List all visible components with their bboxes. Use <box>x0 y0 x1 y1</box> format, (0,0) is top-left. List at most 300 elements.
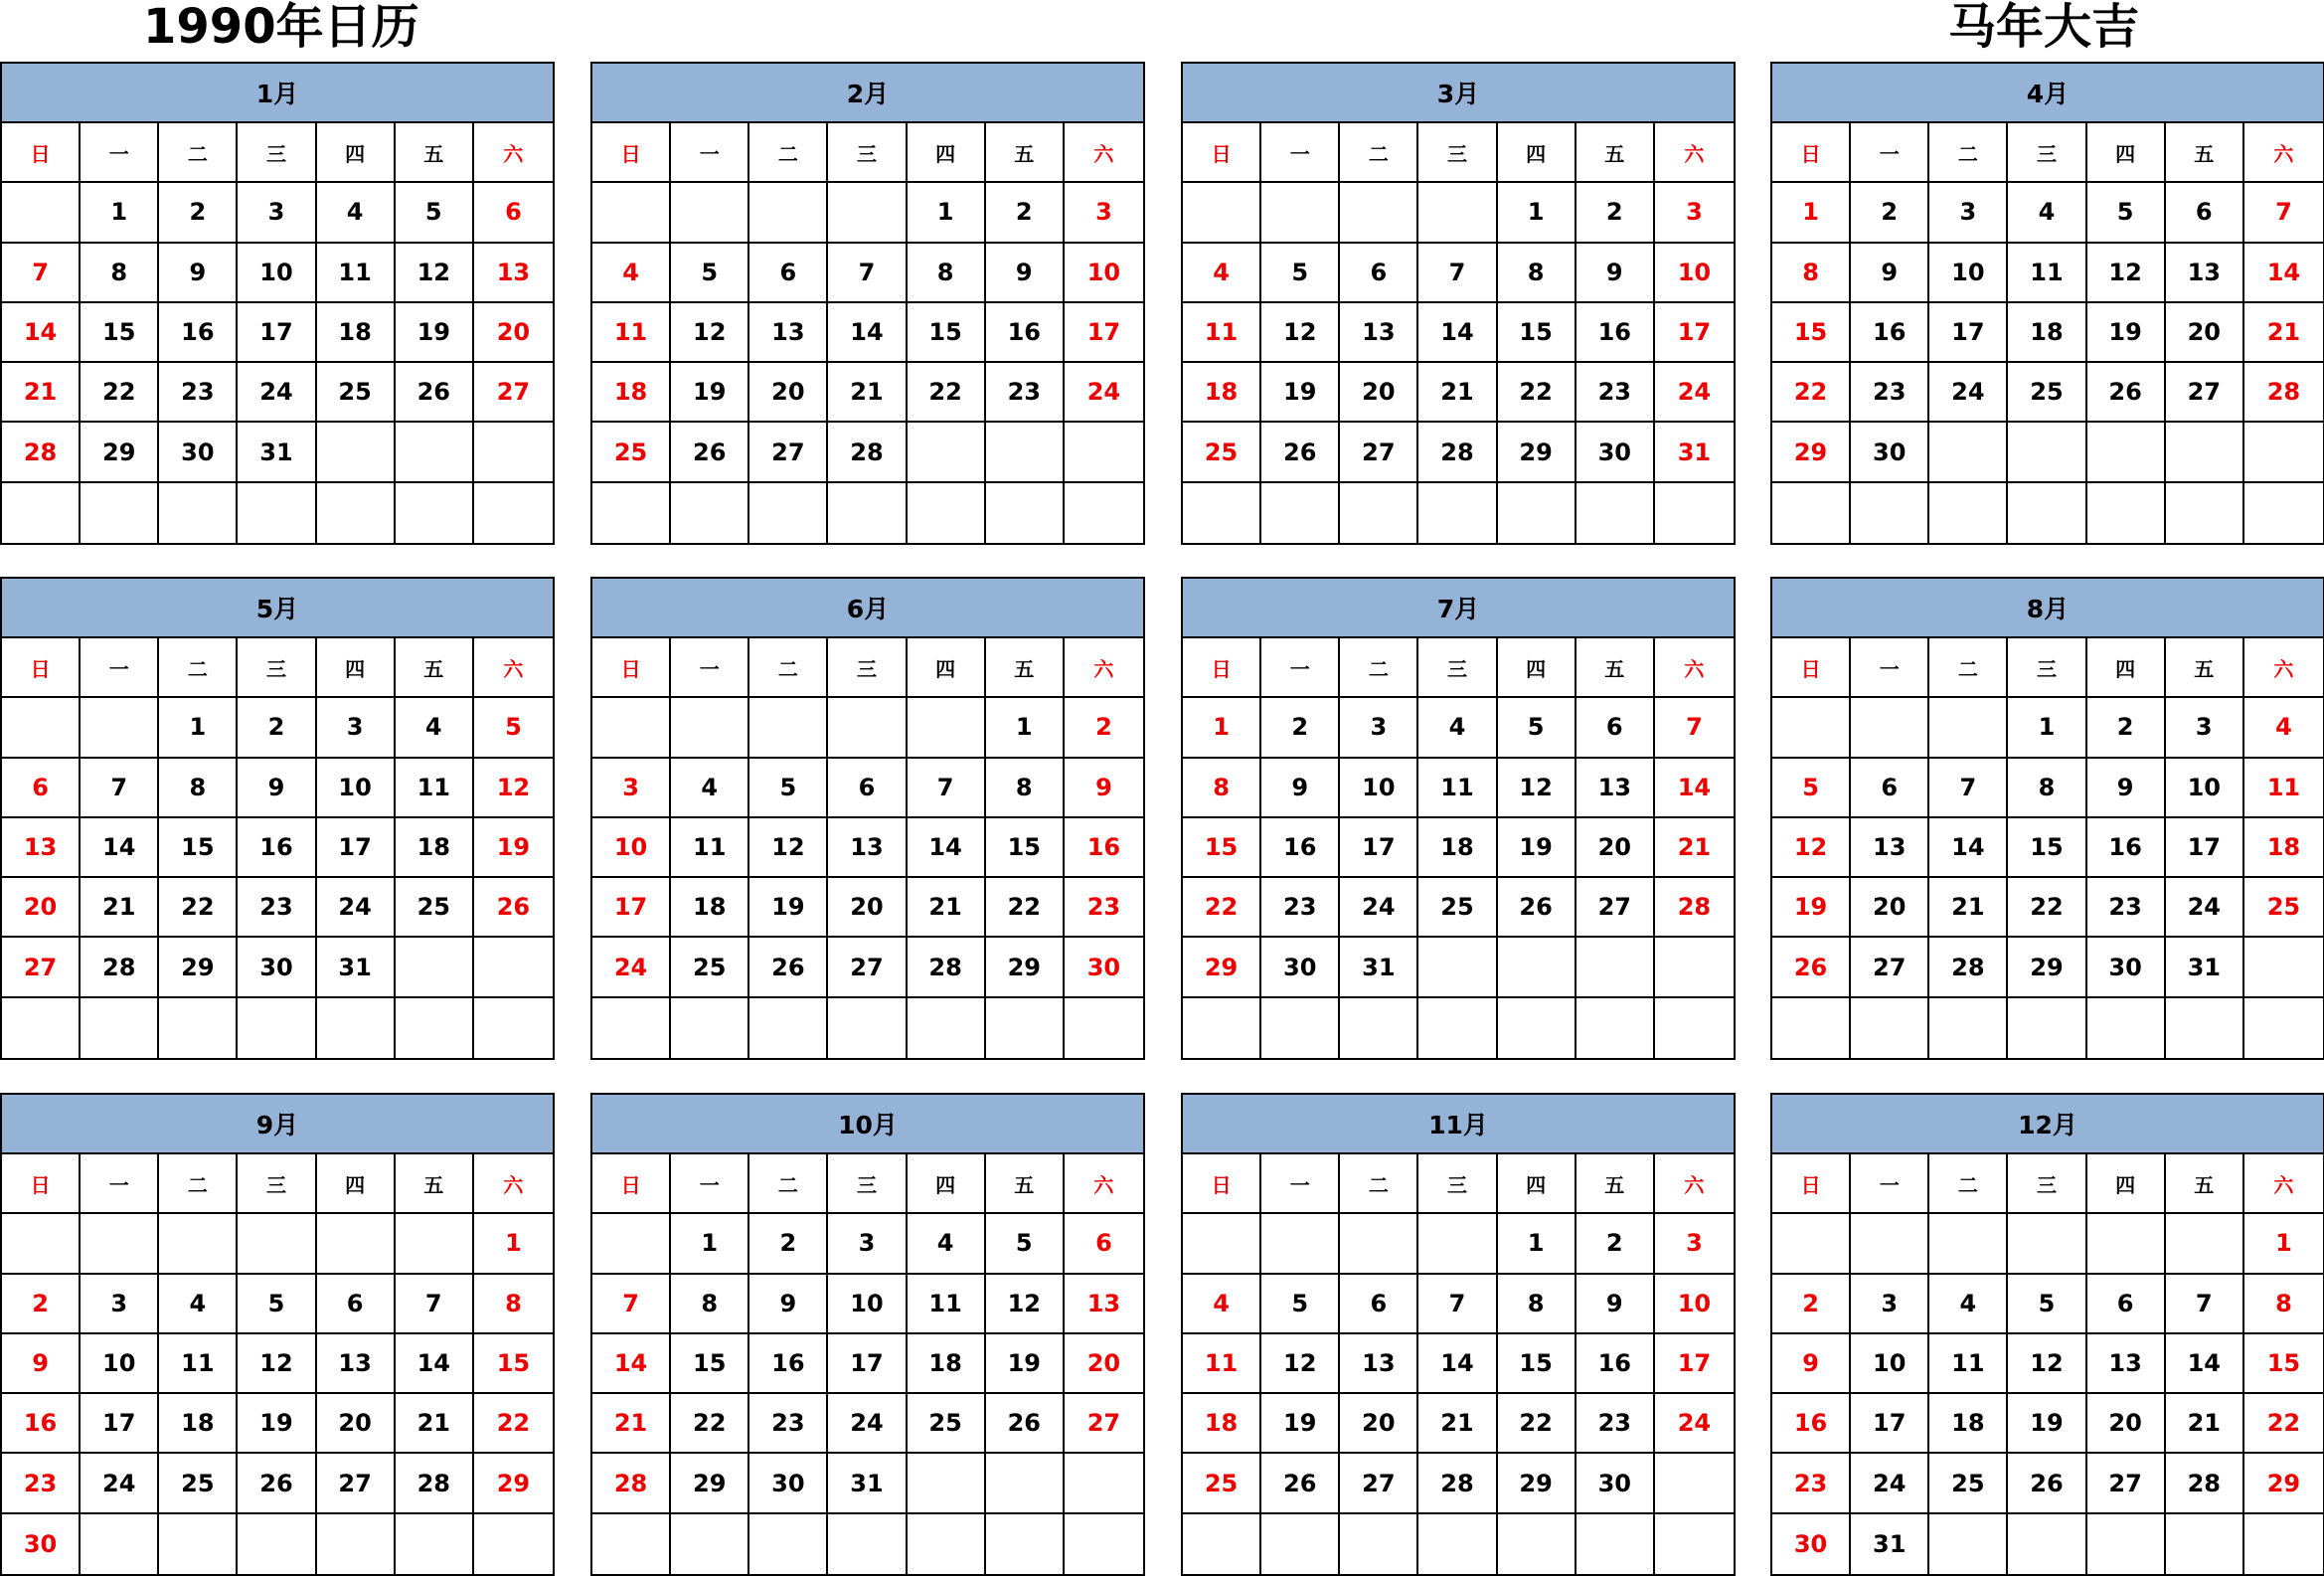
weekday-label: 五 <box>2166 1154 2244 1214</box>
day-cell: 27 <box>2 938 81 997</box>
day-cell: 11 <box>2008 244 2086 303</box>
day-cell: 25 <box>159 1454 238 1513</box>
month-header: 7月 <box>1183 579 1734 638</box>
empty-cell <box>1851 1214 1929 1274</box>
day-cell: 23 <box>1261 878 1340 938</box>
day-cell: 23 <box>1772 1454 1851 1513</box>
weekday-label: 日 <box>592 638 671 698</box>
weekday-label: 一 <box>671 1154 749 1214</box>
day-cell: 5 <box>1498 698 1577 758</box>
weekday-label: 三 <box>1418 638 1497 698</box>
day-cell: 16 <box>2 1394 81 1454</box>
empty-cell <box>238 998 316 1058</box>
month-1 <box>0 62 555 545</box>
day-cell: 1 <box>986 698 1065 758</box>
weekday-label: 四 <box>908 123 986 183</box>
day-cell: 8 <box>1498 244 1577 303</box>
day-cell: 17 <box>1929 303 2008 363</box>
day-cell: 31 <box>2166 938 2244 997</box>
day-cell: 29 <box>986 938 1065 997</box>
day-cell: 19 <box>474 818 553 878</box>
day-cell: 9 <box>749 1275 828 1334</box>
weekday-label: 四 <box>317 123 396 183</box>
month-header: 4月 <box>1772 64 2323 123</box>
day-cell: 28 <box>908 938 986 997</box>
day-cell: 5 <box>1261 244 1340 303</box>
day-cell: 3 <box>1655 1214 1734 1274</box>
weekday-label: 五 <box>986 123 1065 183</box>
day-cell: 11 <box>396 759 474 818</box>
day-cell: 15 <box>986 818 1065 878</box>
day-cell: 26 <box>986 1394 1065 1454</box>
day-cell: 4 <box>1183 1275 1261 1334</box>
empty-cell <box>1772 483 1851 543</box>
weekday-label: 六 <box>1655 123 1734 183</box>
empty-cell <box>1655 1514 1734 1574</box>
empty-cell <box>474 423 553 482</box>
day-cell: 15 <box>81 303 159 363</box>
day-cell: 16 <box>1851 303 1929 363</box>
day-cell: 10 <box>1929 244 2008 303</box>
weekday-label: 六 <box>474 123 553 183</box>
day-cell: 5 <box>986 1214 1065 1274</box>
day-cell: 1 <box>1498 183 1577 243</box>
day-cell: 12 <box>396 244 474 303</box>
weekday-label: 六 <box>1065 638 1143 698</box>
day-cell: 7 <box>908 759 986 818</box>
day-cell: 26 <box>1261 423 1340 482</box>
day-cell: 20 <box>1340 1394 1418 1454</box>
day-cell: 25 <box>2008 363 2086 423</box>
page-slogan: 马年大吉 <box>1948 0 2140 55</box>
day-cell: 13 <box>828 818 907 878</box>
day-cell: 4 <box>1418 698 1497 758</box>
day-cell: 20 <box>317 1394 396 1454</box>
empty-cell <box>592 483 671 543</box>
day-cell: 23 <box>1577 363 1655 423</box>
empty-cell <box>1340 998 1418 1058</box>
day-cell: 9 <box>986 244 1065 303</box>
day-cell: 6 <box>317 1275 396 1334</box>
day-cell: 13 <box>317 1334 396 1394</box>
month-header: 2月 <box>592 64 1143 123</box>
day-cell: 20 <box>1577 818 1655 878</box>
empty-cell <box>1340 1514 1418 1574</box>
day-cell: 15 <box>671 1334 749 1394</box>
day-cell: 16 <box>159 303 238 363</box>
weekday-label: 一 <box>1261 123 1340 183</box>
day-cell: 25 <box>1183 1454 1261 1513</box>
empty-cell <box>1418 998 1497 1058</box>
empty-cell <box>1577 938 1655 997</box>
day-cell: 31 <box>317 938 396 997</box>
day-cell: 18 <box>1183 363 1261 423</box>
day-cell: 1 <box>81 183 159 243</box>
empty-cell <box>671 483 749 543</box>
day-cell: 28 <box>2 423 81 482</box>
day-cell: 26 <box>749 938 828 997</box>
day-cell: 19 <box>238 1394 316 1454</box>
day-cell: 23 <box>1577 1394 1655 1454</box>
day-cell: 3 <box>1929 183 2008 243</box>
weekday-label: 日 <box>2 1154 81 1214</box>
day-cell: 11 <box>671 818 749 878</box>
day-cell: 13 <box>1340 303 1418 363</box>
day-cell: 11 <box>1418 759 1497 818</box>
empty-cell <box>2008 1514 2086 1574</box>
empty-cell <box>2 1214 81 1274</box>
day-cell: 4 <box>1929 1275 2008 1334</box>
day-cell: 25 <box>1929 1454 2008 1513</box>
weekday-label: 四 <box>908 1154 986 1214</box>
weekday-label: 五 <box>2166 638 2244 698</box>
month-12 <box>1770 1093 2324 1576</box>
day-cell: 23 <box>2 1454 81 1513</box>
day-cell: 9 <box>1577 1275 1655 1334</box>
day-cell: 13 <box>2 818 81 878</box>
empty-cell <box>2087 483 2166 543</box>
empty-cell <box>1498 1514 1577 1574</box>
empty-cell <box>1655 938 1734 997</box>
weekday-label: 一 <box>1261 1154 1340 1214</box>
weekday-label: 五 <box>396 1154 474 1214</box>
day-cell: 24 <box>1065 363 1143 423</box>
weekday-label: 六 <box>474 1154 553 1214</box>
empty-cell <box>2008 1214 2086 1274</box>
empty-cell <box>317 423 396 482</box>
day-cell: 17 <box>2166 818 2244 878</box>
day-cell: 6 <box>1065 1214 1143 1274</box>
day-cell: 17 <box>81 1394 159 1454</box>
day-cell: 6 <box>1577 698 1655 758</box>
day-cell: 9 <box>1065 759 1143 818</box>
empty-cell <box>1655 483 1734 543</box>
month-11 <box>1181 1093 1736 1576</box>
weekday-label: 日 <box>1183 123 1261 183</box>
day-cell: 19 <box>2087 303 2166 363</box>
day-cell: 17 <box>592 878 671 938</box>
day-cell: 30 <box>1261 938 1340 997</box>
weekday-label: 二 <box>1340 1154 1418 1214</box>
empty-cell <box>2087 1514 2166 1574</box>
empty-cell <box>159 998 238 1058</box>
day-cell: 15 <box>2244 1334 2323 1394</box>
day-cell: 19 <box>396 303 474 363</box>
day-cell: 18 <box>159 1394 238 1454</box>
day-cell: 11 <box>1183 1334 1261 1394</box>
empty-cell <box>986 423 1065 482</box>
day-cell: 6 <box>749 244 828 303</box>
empty-cell <box>1261 183 1340 243</box>
day-cell: 27 <box>2087 1454 2166 1513</box>
empty-cell <box>1929 423 2008 482</box>
weekday-label: 五 <box>1577 1154 1655 1214</box>
empty-cell <box>81 1514 159 1574</box>
day-cell: 13 <box>2087 1334 2166 1394</box>
day-cell: 18 <box>592 363 671 423</box>
day-cell: 24 <box>1340 878 1418 938</box>
weekday-label: 六 <box>474 638 553 698</box>
day-cell: 22 <box>1498 1394 1577 1454</box>
day-cell: 21 <box>2244 303 2323 363</box>
empty-cell <box>2 183 81 243</box>
weekday-label: 二 <box>1929 1154 2008 1214</box>
empty-cell <box>828 483 907 543</box>
day-cell: 20 <box>828 878 907 938</box>
day-cell: 31 <box>238 423 316 482</box>
day-cell: 28 <box>1929 938 2008 997</box>
empty-cell <box>238 1214 316 1274</box>
weekday-label: 二 <box>1340 638 1418 698</box>
day-cell: 16 <box>1577 1334 1655 1394</box>
month-5 <box>0 577 555 1060</box>
empty-cell <box>317 1214 396 1274</box>
day-cell: 7 <box>2 244 81 303</box>
empty-cell <box>238 1514 316 1574</box>
day-cell: 10 <box>592 818 671 878</box>
day-cell: 6 <box>2 759 81 818</box>
month-2 <box>590 62 1145 545</box>
day-cell: 8 <box>159 759 238 818</box>
day-cell: 27 <box>828 938 907 997</box>
empty-cell <box>1929 1214 2008 1274</box>
empty-cell <box>1772 998 1851 1058</box>
day-cell: 10 <box>1065 244 1143 303</box>
weekday-label: 三 <box>238 1154 316 1214</box>
empty-cell <box>1929 698 2008 758</box>
empty-cell <box>81 998 159 1058</box>
empty-cell <box>908 698 986 758</box>
weekday-label: 三 <box>1418 1154 1497 1214</box>
weekday-label: 四 <box>2087 638 2166 698</box>
empty-cell <box>2087 1214 2166 1274</box>
day-cell: 8 <box>671 1275 749 1334</box>
day-cell: 12 <box>238 1334 316 1394</box>
weekday-label: 五 <box>2166 123 2244 183</box>
empty-cell <box>1065 998 1143 1058</box>
day-cell: 7 <box>81 759 159 818</box>
day-cell: 30 <box>238 938 316 997</box>
day-cell: 3 <box>1851 1275 1929 1334</box>
empty-cell <box>671 183 749 243</box>
empty-cell <box>2166 423 2244 482</box>
day-cell: 1 <box>1498 1214 1577 1274</box>
empty-cell <box>2244 423 2323 482</box>
day-cell: 1 <box>1772 183 1851 243</box>
weekday-label: 二 <box>159 1154 238 1214</box>
day-cell: 26 <box>1772 938 1851 997</box>
empty-cell <box>908 483 986 543</box>
weekday-label: 日 <box>1772 1154 1851 1214</box>
weekday-label: 六 <box>2244 638 2323 698</box>
day-cell: 21 <box>828 363 907 423</box>
day-cell: 17 <box>828 1334 907 1394</box>
empty-cell <box>81 698 159 758</box>
empty-cell <box>1851 998 1929 1058</box>
empty-cell <box>1065 483 1143 543</box>
day-cell: 15 <box>1498 1334 1577 1394</box>
day-cell: 1 <box>671 1214 749 1274</box>
day-cell: 23 <box>238 878 316 938</box>
day-cell: 13 <box>749 303 828 363</box>
day-cell: 3 <box>238 183 316 243</box>
day-cell: 7 <box>1418 244 1497 303</box>
day-cell: 26 <box>671 423 749 482</box>
day-cell: 6 <box>1340 1275 1418 1334</box>
day-cell: 22 <box>671 1394 749 1454</box>
month-header: 12月 <box>1772 1095 2323 1154</box>
weekday-label: 三 <box>828 123 907 183</box>
day-cell: 11 <box>1929 1334 2008 1394</box>
day-cell: 26 <box>1498 878 1577 938</box>
empty-cell <box>474 483 553 543</box>
empty-cell <box>1655 998 1734 1058</box>
day-cell: 16 <box>238 818 316 878</box>
empty-cell <box>1577 483 1655 543</box>
empty-cell <box>592 183 671 243</box>
empty-cell <box>1183 998 1261 1058</box>
weekday-label: 四 <box>1498 1154 1577 1214</box>
day-cell: 5 <box>2008 1275 2086 1334</box>
day-cell: 2 <box>238 698 316 758</box>
weekday-label: 四 <box>1498 123 1577 183</box>
day-cell: 2 <box>1772 1275 1851 1334</box>
day-cell: 3 <box>1655 183 1734 243</box>
day-cell: 2 <box>2 1275 81 1334</box>
weekday-label: 日 <box>1183 638 1261 698</box>
day-cell: 28 <box>396 1454 474 1513</box>
empty-cell <box>986 998 1065 1058</box>
day-cell: 9 <box>2 1334 81 1394</box>
day-cell: 30 <box>2087 938 2166 997</box>
day-cell: 29 <box>1183 938 1261 997</box>
weekday-label: 一 <box>1851 1154 1929 1214</box>
day-cell: 5 <box>2087 183 2166 243</box>
empty-cell <box>238 483 316 543</box>
empty-cell <box>81 1214 159 1274</box>
empty-cell <box>2 483 81 543</box>
day-cell: 4 <box>908 1214 986 1274</box>
empty-cell <box>1772 1214 1851 1274</box>
weekday-label: 二 <box>749 1154 828 1214</box>
weekday-label: 二 <box>749 123 828 183</box>
weekday-label: 一 <box>1261 638 1340 698</box>
day-cell: 29 <box>474 1454 553 1513</box>
empty-cell <box>1498 998 1577 1058</box>
day-cell: 14 <box>828 303 907 363</box>
weekday-label: 六 <box>1065 123 1143 183</box>
empty-cell <box>2244 938 2323 997</box>
weekday-label: 五 <box>396 638 474 698</box>
day-cell: 30 <box>1577 423 1655 482</box>
weekday-label: 五 <box>1577 123 1655 183</box>
empty-cell <box>592 698 671 758</box>
day-cell: 31 <box>1655 423 1734 482</box>
day-cell: 7 <box>828 244 907 303</box>
empty-cell <box>396 423 474 482</box>
empty-cell <box>1851 483 1929 543</box>
day-cell: 7 <box>2166 1275 2244 1334</box>
empty-cell <box>908 423 986 482</box>
empty-cell <box>1261 1514 1340 1574</box>
day-cell: 8 <box>81 244 159 303</box>
day-cell: 29 <box>1772 423 1851 482</box>
day-cell: 10 <box>1340 759 1418 818</box>
day-cell: 18 <box>2244 818 2323 878</box>
day-cell: 19 <box>749 878 828 938</box>
month-header: 5月 <box>2 579 553 638</box>
day-cell: 30 <box>159 423 238 482</box>
day-cell: 4 <box>671 759 749 818</box>
empty-cell <box>396 483 474 543</box>
weekday-label: 三 <box>2008 123 2086 183</box>
day-cell: 17 <box>1851 1394 1929 1454</box>
day-cell: 6 <box>1340 244 1418 303</box>
weekday-label: 一 <box>81 1154 159 1214</box>
day-cell: 9 <box>2087 759 2166 818</box>
weekday-label: 四 <box>317 638 396 698</box>
empty-cell <box>1065 1514 1143 1574</box>
day-cell: 21 <box>1655 818 1734 878</box>
day-cell: 17 <box>1655 303 1734 363</box>
day-cell: 26 <box>2008 1454 2086 1513</box>
day-cell: 2 <box>1065 698 1143 758</box>
day-cell: 22 <box>81 363 159 423</box>
day-cell: 4 <box>1183 244 1261 303</box>
day-cell: 22 <box>1772 363 1851 423</box>
empty-cell <box>1498 483 1577 543</box>
day-cell: 16 <box>986 303 1065 363</box>
weekday-label: 二 <box>159 638 238 698</box>
day-cell: 26 <box>474 878 553 938</box>
day-cell: 24 <box>1851 1454 1929 1513</box>
day-cell: 25 <box>1183 423 1261 482</box>
weekday-label: 日 <box>2 123 81 183</box>
day-cell: 27 <box>749 423 828 482</box>
empty-cell <box>1418 183 1497 243</box>
day-cell: 24 <box>317 878 396 938</box>
weekday-label: 六 <box>2244 123 2323 183</box>
weekday-label: 三 <box>828 638 907 698</box>
day-cell: 6 <box>2087 1275 2166 1334</box>
weekday-label: 六 <box>1065 1154 1143 1214</box>
day-cell: 3 <box>2166 698 2244 758</box>
day-cell: 28 <box>1418 1454 1497 1513</box>
day-cell: 22 <box>159 878 238 938</box>
month-6 <box>590 577 1145 1060</box>
month-7 <box>1181 577 1736 1060</box>
day-cell: 24 <box>592 938 671 997</box>
empty-cell <box>908 998 986 1058</box>
empty-cell <box>592 998 671 1058</box>
day-cell: 10 <box>2166 759 2244 818</box>
empty-cell <box>1929 1514 2008 1574</box>
month-header: 6月 <box>592 579 1143 638</box>
day-cell: 8 <box>474 1275 553 1334</box>
day-cell: 15 <box>159 818 238 878</box>
empty-cell <box>2244 1514 2323 1574</box>
day-cell: 20 <box>2166 303 2244 363</box>
day-cell: 29 <box>81 423 159 482</box>
weekday-label: 三 <box>238 123 316 183</box>
day-cell: 16 <box>2087 818 2166 878</box>
day-cell: 23 <box>2087 878 2166 938</box>
empty-cell <box>828 998 907 1058</box>
day-cell: 18 <box>396 818 474 878</box>
day-cell: 30 <box>1065 938 1143 997</box>
day-cell: 27 <box>1851 938 1929 997</box>
day-cell: 21 <box>2166 1394 2244 1454</box>
